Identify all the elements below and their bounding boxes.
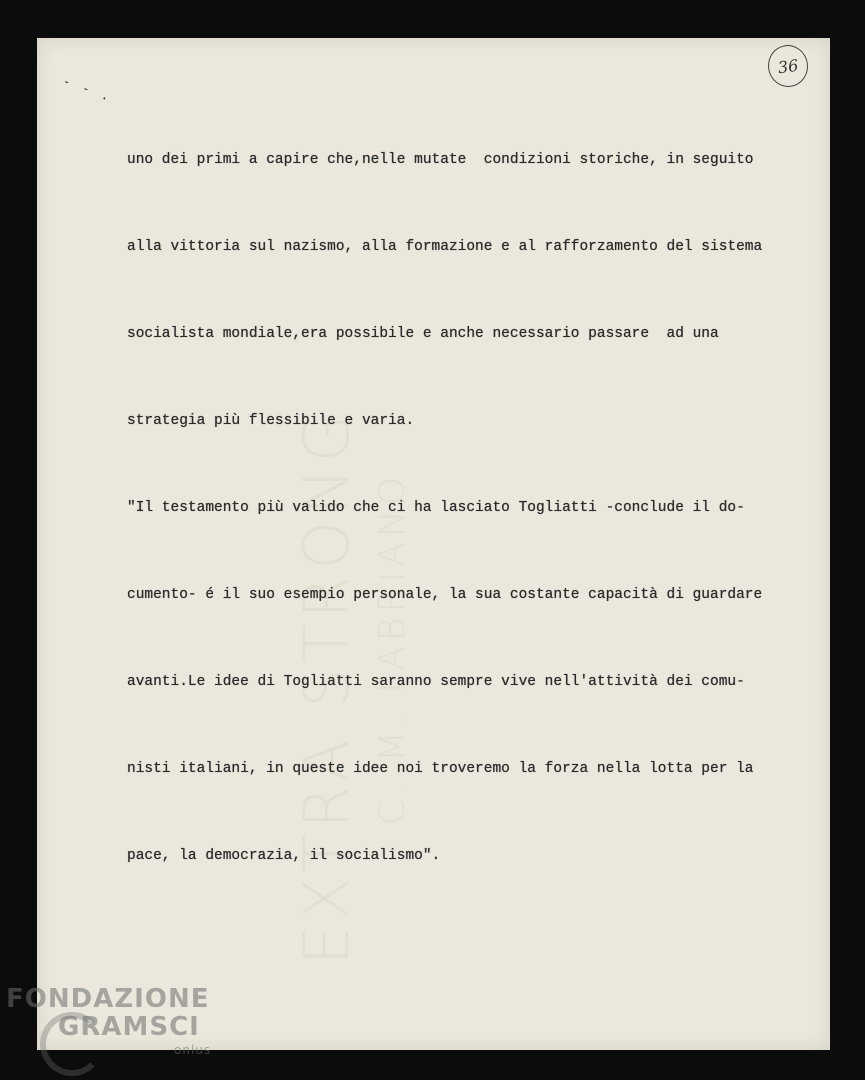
fondazione-gramsci-logo [6, 985, 211, 1057]
text-line: socialista mondiale,era possibile e anche necessario passare ad una [127, 326, 719, 342]
text-line: uno dei primi a capire che,nelle mutate condizioni storiche, in seguito [127, 152, 754, 168]
text-line: nisti italiani, in queste idee noi troveremo la forza nella lotta per la [127, 761, 754, 777]
text-line: strategia più flessibile e varia. [127, 413, 415, 429]
stray-ink-mark: - - . [61, 73, 114, 105]
text-line: cumento- é il suo esempio personale, la sua costante capacità di guardare [127, 587, 763, 603]
logo-line-2: GRAMSCI [58, 1012, 200, 1042]
text-line: avanti.Le idee di Togliatti saranno sempre vive nell'attività dei comu- [127, 674, 745, 690]
text-line: "Il testamento più valido che ci ha lasciato Togliatti -conclude il do- [127, 500, 745, 516]
typewritten-text [127, 88, 827, 900]
paper-watermark-maker: C. M. FABRIANO [372, 471, 413, 825]
text-line: alla vittoria sul nazismo, alla formazione e al rafforzamento del sistema [127, 239, 763, 255]
paper-watermark: EXTRA STRONG [290, 408, 363, 965]
text-line: pace, la democrazia, il socialismo". [127, 848, 441, 864]
page-number-circled: 36 [765, 42, 810, 89]
logo-line-1: FONDAZIONE [6, 984, 210, 1014]
logo-line-3: onlus [174, 1043, 212, 1057]
